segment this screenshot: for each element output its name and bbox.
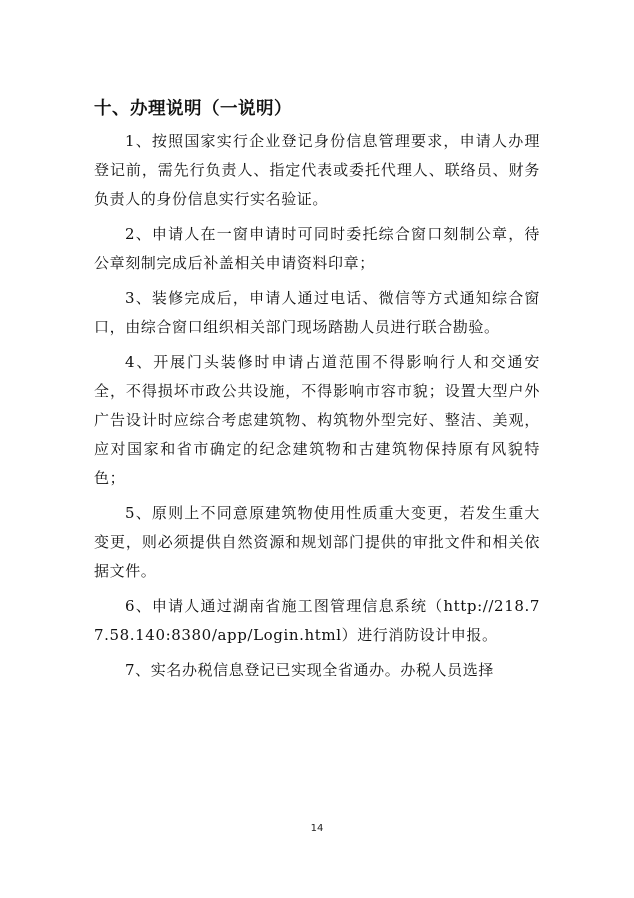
page-number: 14 [310, 823, 324, 834]
document-body [94, 96, 540, 691]
paragraph-5: 5、原则上不同意原建筑物使用性质重大变更，若发生重大变更，则必须提供自然资源和规划部门提供的审批文件和相关依据文件。 [94, 504, 540, 580]
paragraph-1: 1、按照国家实行企业登记身份信息管理要求，申请人办理登记前，需先行负责人、指定代表或委托代理人、联络员、财务负责人的身份信息实行实名验证。 [94, 132, 540, 208]
section-heading: 十、办理说明（一说明） [94, 99, 292, 119]
paragraph-6: 6、申请人通过湖南省施工图管理信息系统（http://218.77.58.140:8380/app/Login.html）进行消防设计申报。 [94, 597, 540, 644]
paragraph-2: 2、申请人在一窗申请时可同时委托综合窗口刻制公章，待公章刻制完成后补盖相关申请资料印章； [94, 225, 540, 272]
paragraph-4: 4、开展门头装修时申请占道范围不得影响行人和交通安全，不得损坏市政公共设施，不得影响市容市貌；设置大型户外广告设计时应综合考虑建筑物、构筑物外型完好、整洁、美观，应对国家和省市确定的纪念建筑物和古建筑物保持原有风貌特色； [94, 353, 540, 487]
paragraph-3: 3、装修完成后，申请人通过电话、微信等方式通知综合窗口，由综合窗口组织相关部门现场踏勘人员进行联合勘验。 [94, 289, 540, 336]
paragraph-7: 7、实名办税信息登记已实现全省通办。办税人员选择 [125, 661, 494, 679]
